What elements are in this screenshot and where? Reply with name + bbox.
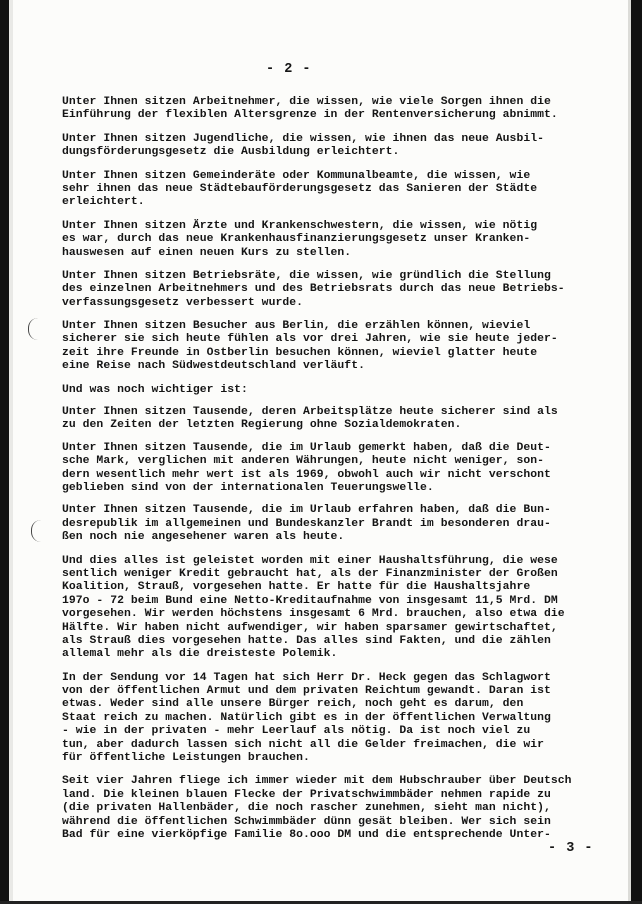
text-line: es war, durch das neue Krankenhausfinanzierungsgesetz unser Kranken- (62, 233, 531, 246)
text-line: sentlich weniger Kredit gebraucht hat, als der Finanzminister der Großen (62, 567, 558, 580)
paragraph (62, 270, 602, 310)
paragraph (62, 133, 602, 160)
page-number: - 2 - (266, 62, 312, 77)
text-line: für öffentliche Leistungen brauchen. (62, 752, 310, 765)
text-line: sche Mark, verglichen mit anderen Währungen, heute nicht weniger, son- (62, 455, 544, 468)
scan-edge-left (0, 0, 9, 904)
text-line: als Strauß dies vorgesehen hatte. Das alles sind Fakten, und die zählen (62, 634, 551, 647)
text-line: erleichtert. (62, 196, 145, 209)
text-line: Unter Ihnen sitzen Jugendliche, die wissen, wie ihnen das neue Ausbil- (62, 132, 544, 145)
text-line: Koalition, Strauß, vorgesehen hatte. Er hatte für die Haushaltsjahre (62, 581, 531, 594)
text-line: desrepublik im allgemeinen und Bundeskanzler Brandt im besonderen drau- (62, 517, 551, 530)
punch-hole-mark (28, 318, 38, 340)
text-line: Unter Ihnen sitzen Besucher aus Berlin, die erzählen können, wieviel (62, 320, 531, 333)
text-line: Hälfte. Wir haben nicht aufwendiger, wir haben sparsamer gewirtschaftet, (62, 621, 558, 634)
text-line: (die privaten Hallenbäder, die noch rascher zunehmen, sieht man nicht), (62, 802, 551, 815)
scan-edge-left-gap (9, 0, 13, 904)
text-line: zeit ihre Freunde in Ostberlin besuchen können, wieviel glatter heute (62, 346, 538, 359)
text-line: vorgesehen. Wir werden höchstens insgesamt 6 Mrd. brauchen, also etwa die (62, 608, 565, 621)
scan-edge-right (631, 0, 642, 904)
text-line: Unter Ihnen sitzen Tausende, die im Urlaub gemerkt haben, daß die Deut- (62, 441, 551, 454)
text-line: des einzelnen Arbeitnehmers und des Betriebsrats durch das neue Betriebs- (62, 283, 565, 296)
paragraph (62, 442, 602, 496)
paragraph (62, 555, 602, 662)
paragraph (62, 672, 602, 766)
text-line: land. Die kleinen blauen Flecke der Privatschwimmbäder nehmen rapide zu (62, 788, 551, 801)
text-line: In der Sendung vor 14 Tagen hat sich Herr Dr. Heck gegen das Schlagwort (62, 671, 551, 684)
text-line: dungsförderungsgesetz die Ausbildung erleichtert. (62, 146, 400, 159)
text-line: Seit vier Jahren fliege ich immer wieder mit dem Hubschrauber über Deutsch (62, 775, 572, 788)
text-line: eine Reise nach Südwestdeutschland verläuft. (62, 360, 365, 373)
text-line: zu den Zeiten der letzten Regierung ohne Sozialdemokraten. (62, 419, 462, 432)
text-line: von der öffentlichen Armut und dem privaten Reichtum gewandt. Daran ist (62, 685, 551, 698)
text-line: verfassungsgesetz verbessert wurde. (62, 296, 303, 309)
text-line: sehr ihnen das neue Städtebauförderungsgesetz das Sanieren der Städte (62, 182, 538, 195)
text-line: Unter Ihnen sitzen Ärzte und Krankenschwestern, die wissen, wie nötig (62, 219, 538, 232)
paragraph (62, 406, 602, 433)
next-page-number: - 3 - (548, 841, 594, 856)
text-line: Und was noch wichtiger ist: (62, 383, 248, 396)
text-line: während die öffentlichen Schwimmbäder dünn gesät bleiben. Wer sich sein (62, 815, 551, 828)
text-line: Unter Ihnen sitzen Arbeitnehmer, die wissen, wie viele Sorgen ihnen die (62, 96, 551, 108)
text-line: Unter Ihnen sitzen Tausende, die im Urlaub erfahren haben, daß die Bun- (62, 504, 551, 517)
punch-hole-mark (31, 520, 41, 542)
paragraph (62, 775, 602, 842)
paragraph (62, 220, 602, 260)
text-line: hauswesen auf einen neuen Kurs zu stellen. (62, 246, 352, 259)
paragraph (62, 170, 602, 210)
text-line: Und dies alles ist geleistet worden mit einer Haushaltsführung, die wese (62, 554, 558, 567)
text-line: dern wesentlich mehr wert ist als 1969, obwohl auch wir nicht verschont (62, 468, 551, 481)
text-line: Unter Ihnen sitzen Tausende, deren Arbeitsplätze heute sicherer sind als (62, 406, 558, 419)
text-line: Einführung der flexiblen Altersgrenze in der Rentenversicherung abnimmt. (62, 109, 558, 122)
text-line: ßen noch nie angesehener waren als heute. (62, 531, 345, 544)
text-line: - wie in der privaten - mehr Leerlauf als nötig. Da ist noch viel zu (62, 725, 531, 738)
paragraph (62, 384, 602, 397)
text-line: geblieben sind von der internationalen Teuerungswelle. (62, 481, 434, 494)
paragraph (62, 504, 602, 544)
text-line: Bad für eine vierköpfige Familie 8o.ooo DM und die entsprechende Unter- (62, 828, 551, 841)
paragraph (62, 96, 602, 123)
body-text (62, 96, 602, 842)
text-line: Staat reich zu machen. Natürlich gibt es in der öffentlichen Verwaltung (62, 711, 551, 724)
text-line: tun, aber dadurch lassen sich nicht all die Gelder freimachen, die wir (62, 738, 544, 751)
paragraph (62, 320, 602, 374)
scan-edge-right-gap (628, 0, 631, 904)
text-line: sicherer sie sich heute fühlen als vor drei Jahren, wie sie heute jeder- (62, 333, 558, 346)
text-line: Unter Ihnen sitzen Gemeinderäte oder Kommunalbeamte, die wissen, wie (62, 169, 531, 182)
text-line: allemal mehr als die dreisteste Polemik. (62, 648, 338, 661)
text-line: etwas. Weder sind alle unsere Bürger reich, noch geht es darum, den (62, 698, 524, 711)
text-line: Unter Ihnen sitzen Betriebsräte, die wissen, wie gründlich die Stellung (62, 269, 551, 282)
text-line: 197o - 72 beim Bund eine Netto-Kreditaufnahme von insgesamt 11,5 Mrd. DM (62, 594, 558, 607)
